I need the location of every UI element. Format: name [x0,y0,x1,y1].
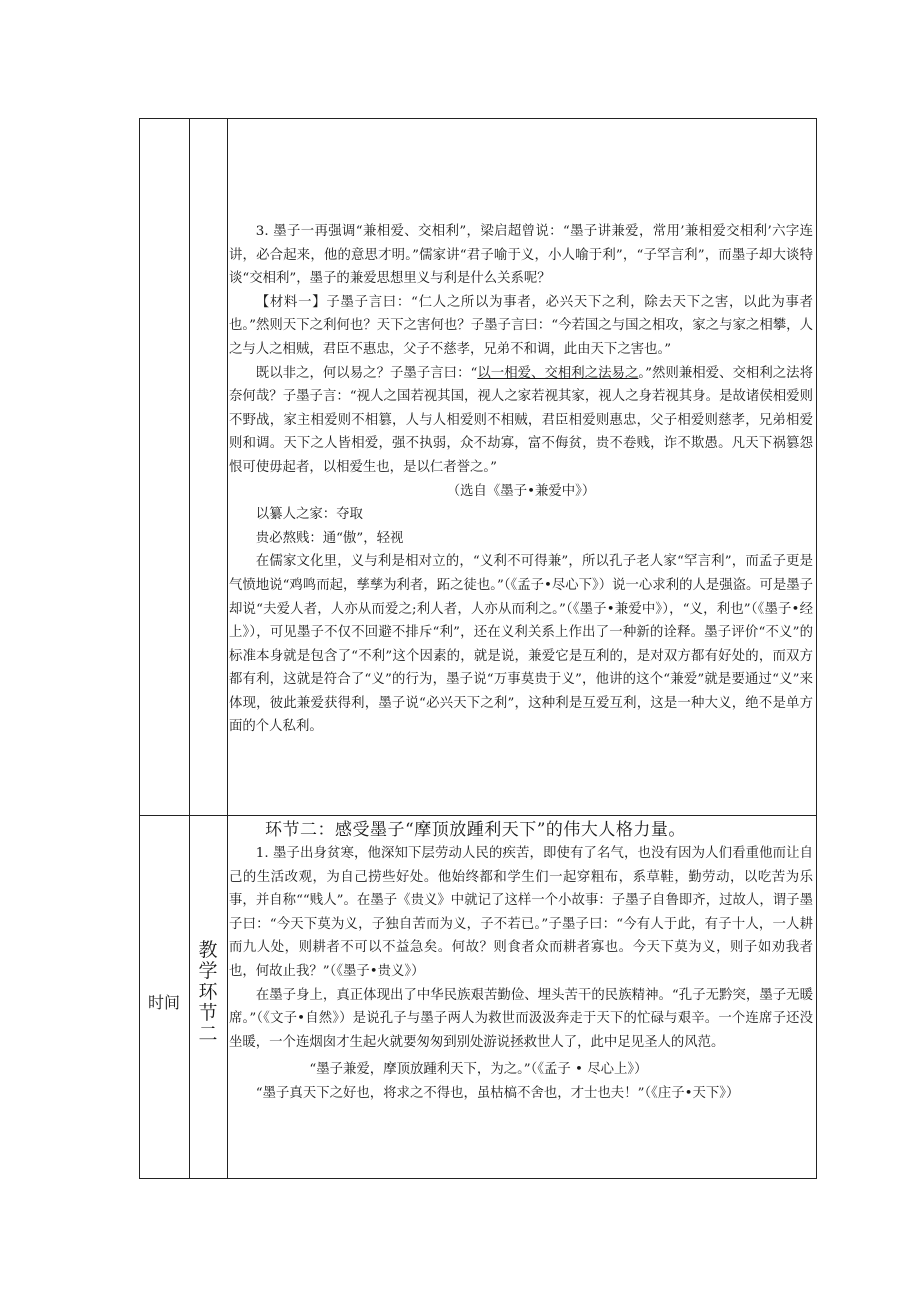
material-text-before: 既以非之，何以易之？子墨子言曰：“ [255,365,478,381]
underlined-phrase: 以一相爱、交相利之法易之 [477,365,639,381]
stage-label-char: 教 [198,939,218,961]
stage-label [190,940,226,1045]
table-row-divider [139,815,817,816]
time-label: 时间 [147,993,180,1012]
analysis-paragraph: 在儒家文化里，义与利是相对立的，“义利不可得兼”，所以孔子老人家“罕言利”，而孟子更是气愤地说“鸡鸣而起，孳孳为利者，跖之徒也。”（《孟子•尽心下》）说一心求利的人是强盗。可是墨子却说“夫爱人者，人亦从而爱之;利人者，人亦从而利之。”（《墨子•兼爱中》），“义，利也”（《墨子•经上》），可见墨子不仅不回避不排斥“利”，还在义利关系上作出了一种新的诠释。墨子评价“不义”的标准本身就是包含了“不利”这个因素的，就是说，兼爱它是互利的，是对双方都有好处的，而双方都有利，这就是符合了“义”的行为，墨子说“万事莫贵于义”，他讲的这个“兼爱”就是要通过“义”来体现，彼此兼爱获得利，墨子说“必兴天下之利”，这种利是互爱互利，这是一种大义，绝不是单方面的个人私利。 [229,554,813,735]
stage-label-char: 二 [198,1023,218,1045]
quote-zhuangzi: “墨子真天下之好也，将求之不得也，虽枯槁不舍也，才士也夫！”（《庄子•天下》） [255,1085,740,1101]
question-3: 3. 墨子一再强调“兼相爱、交相利”，梁启超曾说：“墨子讲兼爱，常用’兼相爱交相利’六字连讲，必合起来，他的意思才明。”儒家讲“君子喻于义，小人喻于利”，“子罕言利”，而墨子却大谈特谈“交相利”，墨子的兼爱思想里义与利是什么关系呢？ [229,224,813,287]
section2-paragraph-2: 在墨子身上，真正体现出了中华民族艰苦勤俭、埋头苦干的民族精神。“孔子无黔突，墨子无暖席。”（《文子•自然》）是说孔子与墨子两人为救世而汲汲奔走于天下的忙碌与艰辛。一个连席子还没坐暖，一个连烟囱才生起火就要匆匆到别处游说拯救世人了，此中足见圣人的风范。 [229,987,813,1050]
section-heading: 环节二：感受墨子“摩顶放踵利天下”的伟大人格力量。 [265,820,686,840]
annotation-1: 以纂人之家：夺取 [255,507,363,523]
stage-label-char: 节 [198,1002,218,1024]
section2-paragraph-1: 1. 墨子出身贫寒，他深知下层劳动人民的疾苦，即使有了名气，也没有因为人们看重他而让自己的生活改观，为自己捞些好处。他始终都和学生们一起穿粗布，系草鞋，勤劳动，以吃苦为乐事，并自称““贱人”。在墨子《贵义》中就记了这样一个小故事：子墨子自鲁即齐，过故人，谓子墨子曰：“今天下莫为义，子独自苦而为义，子不若已。”子墨子曰：“今有人于此，有子十人，一人耕而九人处，则耕者不可以不益急矣。何故？则食者众而耕者寡也。今天下莫为义，则子如劝我者也，何故止我？”（《墨子•贵义》） [229,846,813,979]
material-1: 【材料一】子墨子言曰：“仁人之所以为事者，必兴天下之利，除去天下之害，以此为事者也。”然则天下之利何也？天下之害何也？子墨子言曰：“今若国之与国之相攻，家之与家之相攀，人之与人之相贼，君臣不惠忠，父子不慈孝，兄弟不和调，此由天下之害也。” [229,294,813,357]
source-citation: （选自《墨子•兼爱中》） [446,483,596,499]
material-paragraph [229,362,813,480]
section2-content [229,818,813,1106]
stage-label-char: 学 [198,960,218,982]
annotation-2: 贵必熬贱：通“傲”，轻视 [255,530,404,546]
section1-content [229,220,813,739]
table-column-divider-2 [227,118,228,1179]
quote-mencius: “墨子兼爱，摩顶放踵利天下，为之。”（《孟子 • 尽心上》） [309,1062,648,1078]
material-text-after: 。”然则兼相爱、交相利之法将奈何哉？子墨子言：“视人之国若视其国，视人之家若视其家，视人之身若视其身。是故诸侯相爱则不野战，家主相爱则不相篡，人与人相爱则不相贼，君臣相爱则惠忠，父子相爱则慈孝，兄弟相爱则和调。天下之人皆相爱，强不执弱，众不劫寡，富不侮贫，贵不卷贱，诈不欺愚。凡天下祸篡怨恨可使毋起者，以相爱生也，是以仁者誉之。” [229,365,813,475]
stage-label-char: 环 [198,981,218,1003]
